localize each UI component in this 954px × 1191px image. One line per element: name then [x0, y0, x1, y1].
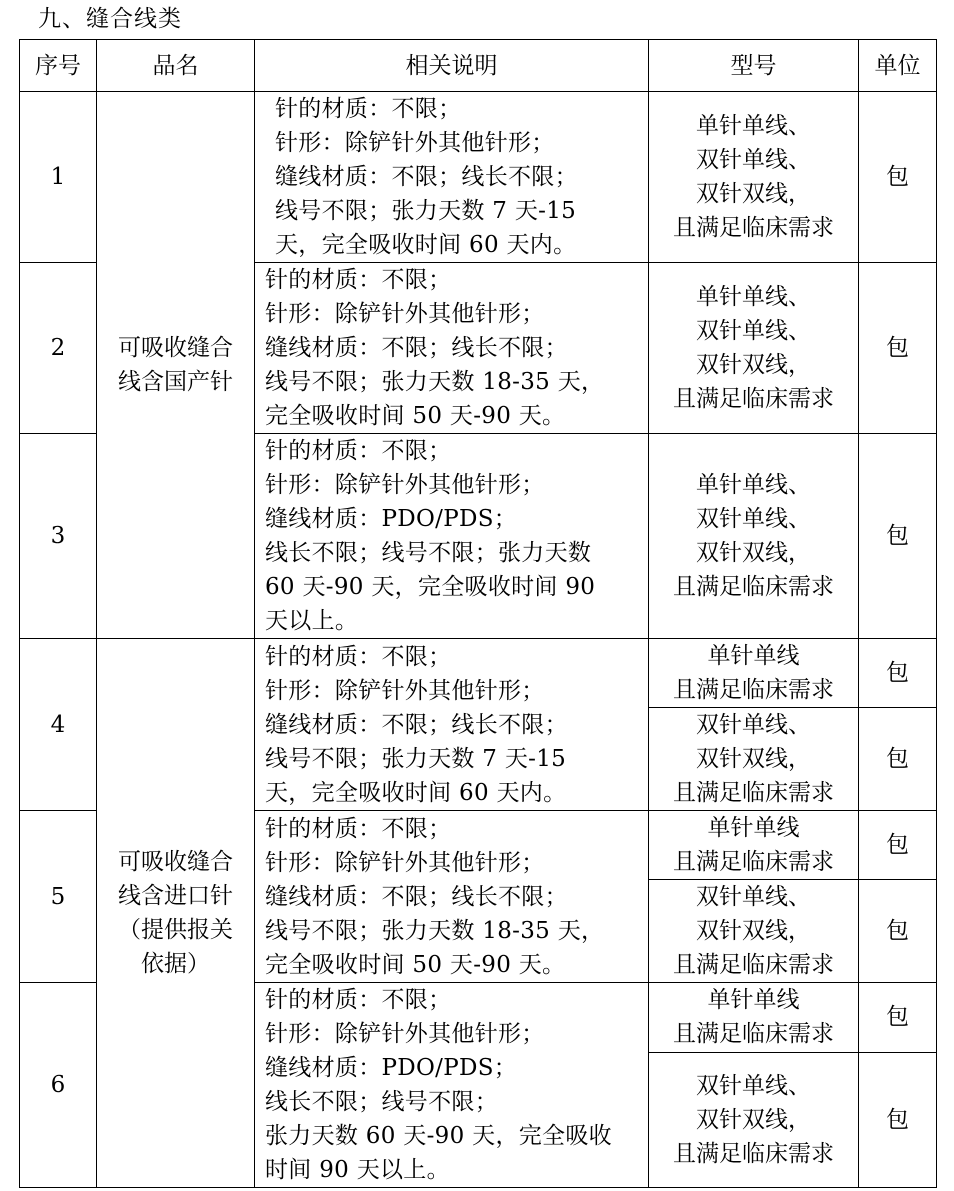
row-description: 针的材质：不限； 针形：除铲针外其他针形； 缝线材质：不限；线长不限； 线号不限；张力天数 18-35 天， 完全吸收时间 50 天-90 天。 — [255, 263, 649, 434]
row-number: 6 — [20, 983, 97, 1188]
table-row — [20, 92, 937, 263]
table-header-row — [20, 40, 937, 92]
row-number: 2 — [20, 263, 97, 434]
row-unit: 包 — [859, 983, 937, 1053]
row-model: 单针单线、 双针单线、 双针双线， 且满足临床需求 — [649, 434, 859, 639]
row-unit: 包 — [859, 880, 937, 983]
row-model: 单针单线、 双针单线、 双针双线， 且满足临床需求 — [649, 263, 859, 434]
row-unit: 包 — [859, 263, 937, 434]
row-unit: 包 — [859, 1052, 937, 1187]
row-description: 针的材质：不限； 针形：除铲针外其他针形； 缝线材质：PDO/PDS； 线长不限；线号不限； 张力天数 60 天-90 天，完全吸收 时间 90 天以上。 — [255, 983, 649, 1188]
row-model-single: 单针单线 且满足临床需求 — [649, 811, 859, 880]
suture-table — [19, 39, 937, 1188]
row-unit: 包 — [859, 811, 937, 880]
section-title: 九、缝合线类 — [38, 6, 182, 32]
row-number: 5 — [20, 811, 97, 983]
table-row — [20, 639, 937, 708]
row-number: 3 — [20, 434, 97, 639]
product-name-imported: 可吸收缝合 线含进口针 （提供报关 依据） — [97, 639, 255, 1188]
row-model-double: 双针单线、 双针双线， 且满足临床需求 — [649, 1052, 859, 1187]
row-model: 单针单线、 双针单线、 双针双线， 且满足临床需求 — [649, 92, 859, 263]
row-unit: 包 — [859, 639, 937, 708]
row-description: 针的材质：不限； 针形：除铲针外其他针形； 缝线材质：不限；线长不限； 线号不限；张力天数 7 天-15 天，完全吸收时间 60 天内。 — [255, 92, 649, 263]
row-unit: 包 — [859, 434, 937, 639]
row-description: 针的材质：不限； 针形：除铲针外其他针形； 缝线材质：PDO/PDS； 线长不限；线号不限；张力天数 60 天-90 天，完全吸收时间 90 天以上。 — [255, 434, 649, 639]
row-number: 4 — [20, 639, 97, 811]
row-model-double: 双针单线、 双针双线， 且满足临床需求 — [649, 880, 859, 983]
row-description: 针的材质：不限； 针形：除铲针外其他针形； 缝线材质：不限；线长不限； 线号不限；张力天数 7 天-15 天，完全吸收时间 60 天内。 — [255, 639, 649, 811]
header-name: 品名 — [97, 40, 255, 92]
row-description: 针的材质：不限； 针形：除铲针外其他针形； 缝线材质：不限；线长不限； 线号不限；张力天数 18-35 天， 完全吸收时间 50 天-90 天。 — [255, 811, 649, 983]
header-no: 序号 — [20, 40, 97, 92]
row-model-single: 单针单线 且满足临床需求 — [649, 639, 859, 708]
row-unit: 包 — [859, 92, 937, 263]
product-name-domestic: 可吸收缝合 线含国产针 — [97, 92, 255, 639]
header-model: 型号 — [649, 40, 859, 92]
header-desc: 相关说明 — [255, 40, 649, 92]
header-unit: 单位 — [859, 40, 937, 92]
row-unit: 包 — [859, 708, 937, 811]
row-model-double: 双针单线、 双针双线， 且满足临床需求 — [649, 708, 859, 811]
row-number: 1 — [20, 92, 97, 263]
row-model-single: 单针单线 且满足临床需求 — [649, 983, 859, 1053]
